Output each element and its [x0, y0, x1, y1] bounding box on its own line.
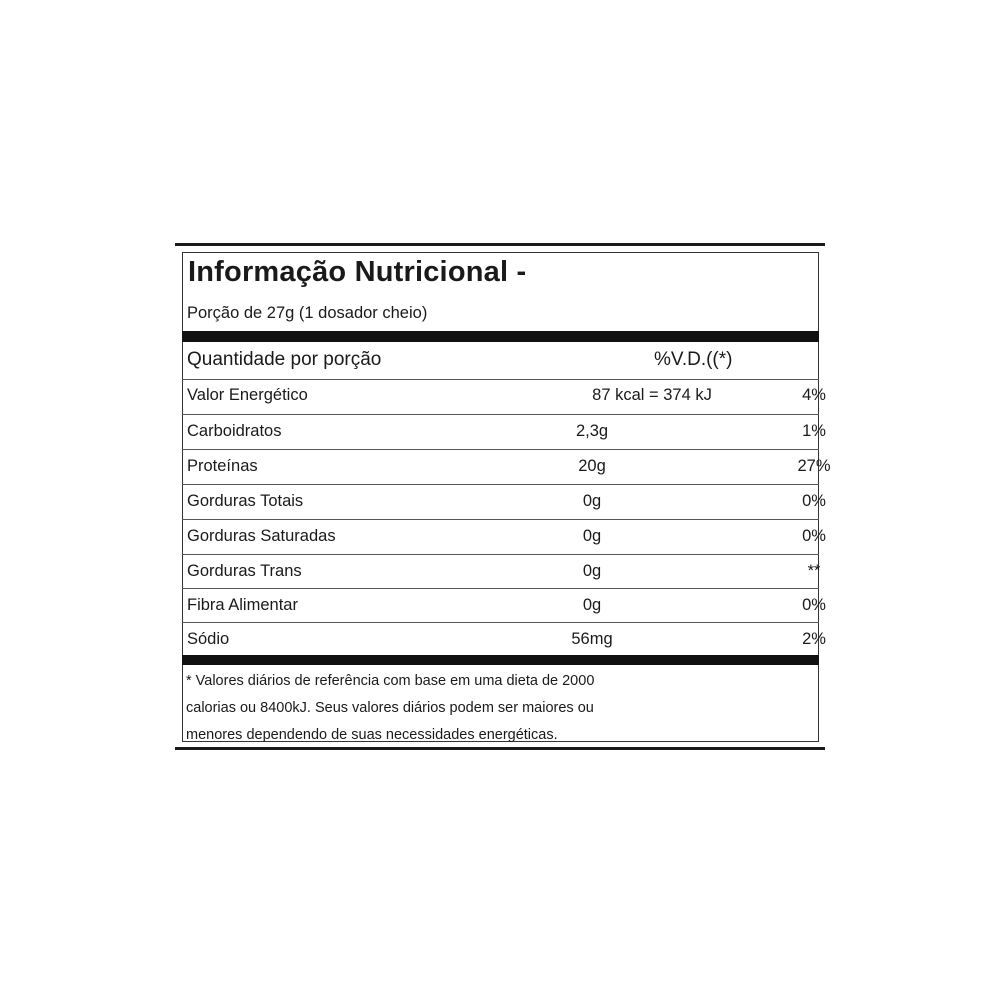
bottom-outer-rule — [175, 747, 825, 750]
row-divider — [182, 414, 819, 415]
row-divider — [182, 622, 819, 623]
nutrient-name: Gorduras Saturadas — [187, 527, 336, 545]
nutrient-daily-value: 1% — [802, 422, 826, 440]
nutrient-amount: 0g — [582, 492, 602, 510]
nutrient-name: Proteínas — [187, 457, 258, 475]
nutrient-amount: 2,3g — [575, 422, 609, 440]
nutrition-title: Informação Nutricional - — [188, 256, 527, 288]
nutrient-name: Fibra Alimentar — [187, 596, 298, 614]
nutrient-amount: 0g — [582, 562, 602, 580]
row-divider — [182, 379, 819, 380]
nutrient-amount: 56mg — [571, 630, 613, 648]
nutrient-amount: 87 kcal = 374 kJ — [592, 386, 712, 404]
nutrient-name: Sódio — [187, 630, 230, 648]
header-thick-bar — [182, 331, 819, 342]
row-divider — [182, 484, 819, 485]
nutrient-name: Gorduras Trans — [187, 562, 302, 580]
nutrient-name: Gorduras Totais — [187, 492, 304, 510]
portion-size: Porção de 27g (1 dosador cheio) — [187, 304, 428, 322]
nutrient-daily-value: 4% — [802, 386, 826, 404]
nutrient-daily-value: 0% — [802, 527, 826, 545]
nutrient-amount: 0g — [582, 527, 602, 545]
nutrient-amount: 20g — [578, 457, 606, 475]
table-header-row — [182, 346, 819, 378]
nutrient-name: Valor Energético — [187, 386, 308, 404]
footnote-line: menores dependendo de suas necessidades energéticas. — [186, 727, 558, 743]
top-outer-rule — [175, 243, 825, 246]
nutrient-daily-value: ** — [807, 562, 821, 580]
nutrient-daily-value: 0% — [802, 492, 826, 510]
daily-value-footnote — [186, 668, 706, 749]
daily-value-header-label: %V.D.((*) — [654, 349, 733, 370]
nutrient-name: Carboidratos — [187, 422, 282, 440]
footnote-line: calorias ou 8400kJ. Seus valores diários podem ser maiores ou — [186, 700, 594, 716]
footer-thick-bar — [182, 655, 819, 665]
footnote-line: * Valores diários de referência com base em uma dieta de 2000 — [186, 673, 595, 689]
quantity-header-label: Quantidade por porção — [187, 349, 382, 370]
row-divider — [182, 449, 819, 450]
row-divider — [182, 588, 819, 589]
nutrient-daily-value: 27% — [797, 457, 831, 475]
row-divider — [182, 519, 819, 520]
nutrient-daily-value: 0% — [802, 596, 826, 614]
nutrient-daily-value: 2% — [802, 630, 826, 648]
nutrient-amount: 0g — [582, 596, 602, 614]
row-divider — [182, 554, 819, 555]
